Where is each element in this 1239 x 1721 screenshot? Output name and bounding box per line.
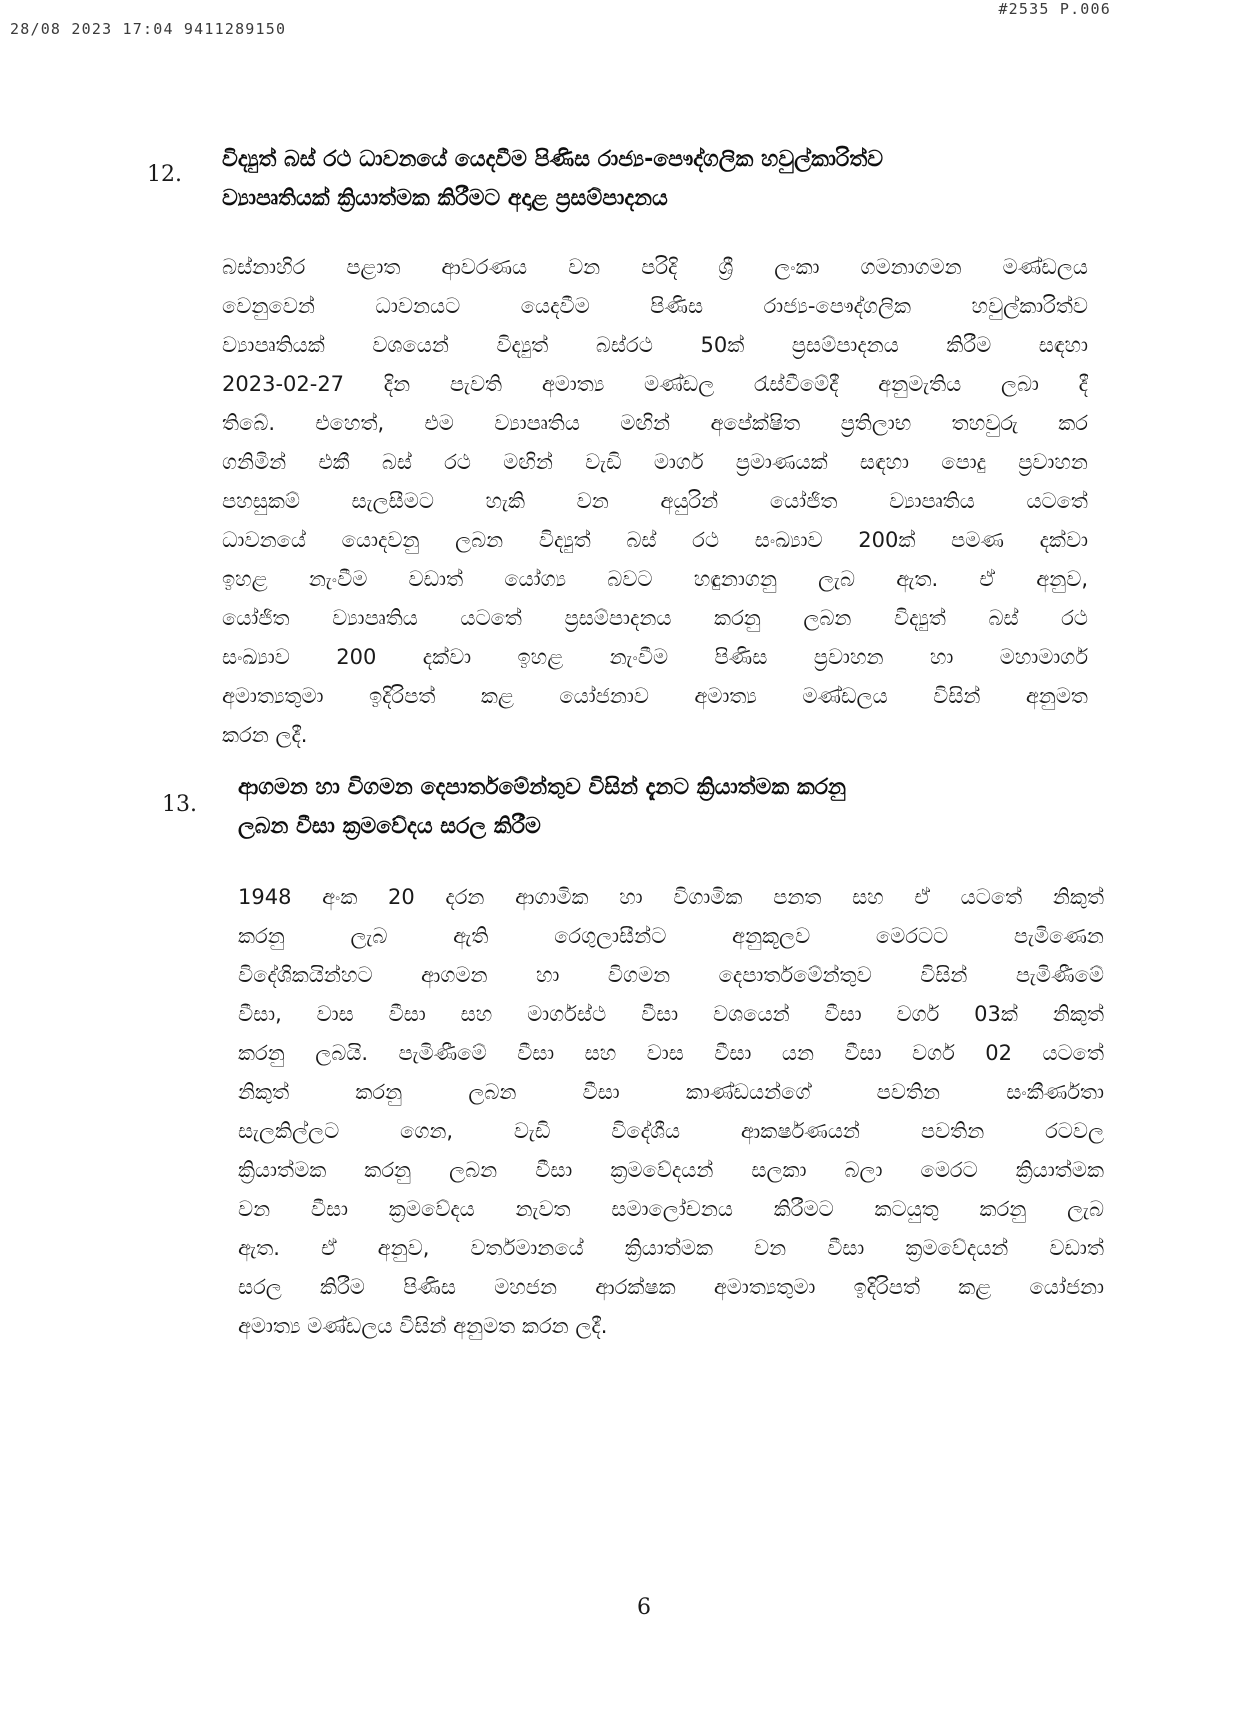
- body-line: ක්‍රියාත්මක කරනු ලබන වීසා ක්‍රමවේදයන් සලකා බලා මෙරට ක්‍රියාත්මක: [238, 1158, 1104, 1182]
- item-number: 12.: [147, 162, 182, 187]
- body-line: පහසුකම් සැලසීමට හැකි වන අයුරින් යෝජිත ව්‍යාපෘතිය යටතේ: [222, 489, 1088, 513]
- item-heading: [222, 140, 1088, 218]
- fax-header-left: 28/08 2023 17:04 9411289150: [10, 20, 287, 38]
- body-line: ඇත. ඒ අනුව, වර්තමානයේ ක්‍රියාත්මක වන වීසා ක්‍රමවේදයන් වඩාත්: [238, 1236, 1104, 1260]
- heading-line: ලබන වීසා ක්‍රමවේදය සරල කිරීම: [238, 814, 541, 839]
- body-line: 1948 අංක 20 දරන ආගාමික හා විගාමික පනත සහ ඒ යටතේ නිකුත්: [238, 885, 1104, 909]
- body-line: කරනු ලැබ ඇති රෙගුලාසීන්ට අනුකූලව මෙරටට පැමිණෙන: [238, 924, 1104, 948]
- body-line: නිකුත් කරනු ලබන වීසා කාණ්ඩයන්ගේ පවතින සංකීර්ණතා: [238, 1080, 1104, 1104]
- body-line: විදේශිකයින්හට ආගමන හා විගමන දෙපාර්තමේන්තුව විසින් පැමිණීමේ: [238, 963, 1104, 987]
- body-line: ගනිමින් එකී බස් රථ මඟින් වැඩි මාර්ග ප්‍රමාණයක් සඳහා පොදු ප්‍රවාහන: [222, 450, 1088, 474]
- body-line: සරල කිරීම පිණිස මහජන ආරක්ෂක අමාත්‍යතුමා ඉදිරිපත් කළ යෝජනා: [238, 1275, 1104, 1299]
- item-number: 13.: [162, 792, 197, 817]
- body-line: කරන ලදී.: [222, 723, 308, 747]
- body-line: සංඛ්‍යාව 200 දක්වා ඉහළ නැංවීම පිණිස ප්‍රවාහන හා මහාමාර්ග: [222, 645, 1088, 669]
- body-line: කරනු ලබයි. පැමිණීමේ වීසා සහ වාස වීසා යන වීසා වර්ග 02 යටතේ: [238, 1041, 1104, 1065]
- body-line: අමාත්‍ය මණ්ඩලය විසින් අනුමත කරන ලදී.: [238, 1314, 608, 1338]
- body-line: වීසා, වාස වීසා සහ මාර්ගස්ථ වීසා වශයෙන් වීසා වර්ග 03ක් නිකුත්: [238, 1002, 1104, 1026]
- heading-line: ව්‍යාපෘතියක් ක්‍රියාත්මක කිරීමට අදාළ ප්‍රසම්පාදනය: [222, 186, 668, 211]
- body-line: වන වීසා ක්‍රමවේදය නැවත සමාලෝචනය කිරීමට කටයුතු කරනු ලැබ: [238, 1197, 1104, 1221]
- body-line: සැලකිල්ලට ගෙන, වැඩි විදේශීය ආකර්ෂණයන් පවතින රටවල: [238, 1119, 1104, 1143]
- item-heading: [238, 768, 1098, 846]
- body-line: ව්‍යාපෘතියක් වශයෙන් විද්‍යුත් බස්රථ 50ක් ප්‍රසම්පාදනය කිරීම සඳහා: [222, 333, 1088, 357]
- body-line: 2023-02-27 දින පැවති අමාත්‍ය මණ්ඩල රැස්වීමේදී අනුමැතිය ලබා දී: [222, 372, 1088, 396]
- body-line: අමාත්‍යතුමා ඉදිරිපත් කළ යෝජනාව අමාත්‍ය මණ්ඩලය විසින් අනුමත: [222, 684, 1088, 708]
- body-line: වෙනුවෙන් ධාවනයට යෙදවීම පිණිස රාජ්‍ය-පෞද්ගලික හවුල්කාරිත්ව: [222, 294, 1088, 318]
- page-number: 6: [637, 1595, 651, 1620]
- body-line: බස්නාහිර පළාත ආවරණය වන පරිදි ශ්‍රී ලංකා ගමනාගමන මණ්ඩලය: [222, 255, 1088, 279]
- body-line: ධාවනයේ යොදවනු ලබන විද්‍යුත් බස් රථ සංඛ්‍යාව 200ක් පමණ දක්වා: [222, 528, 1088, 552]
- item-body: [222, 248, 1088, 755]
- body-line: තිබේ. එහෙත්, එම ව්‍යාපෘතිය මඟින් අපේක්ෂිත ප්‍රතිලාභ තහවුරු කර: [222, 411, 1088, 435]
- fax-header-right: #2535 P.006: [998, 0, 1111, 18]
- body-line: යෝජිත ව්‍යාපෘතිය යටතේ ප්‍රසම්පාදනය කරනු ලබන විද්‍යුත් බස් රථ: [222, 606, 1088, 630]
- heading-line: විද්‍යුත් බස් රථ ධාවනයේ යෙදවීම පිණිස රාජ්‍ය-පෞද්ගලික හවුල්කාරිත්ව: [222, 147, 884, 172]
- body-line: ඉහළ නැංවීම වඩාත් යෝග්‍ය බවට හඳුනාගනු ලැබ ඇත. ඒ අනුව,: [222, 567, 1088, 591]
- heading-line: ආගමන හා විගමන දෙපාර්තමේන්තුව විසින් දැනට ක්‍රියාත්මක කරනු: [238, 775, 846, 800]
- item-body: [238, 878, 1104, 1346]
